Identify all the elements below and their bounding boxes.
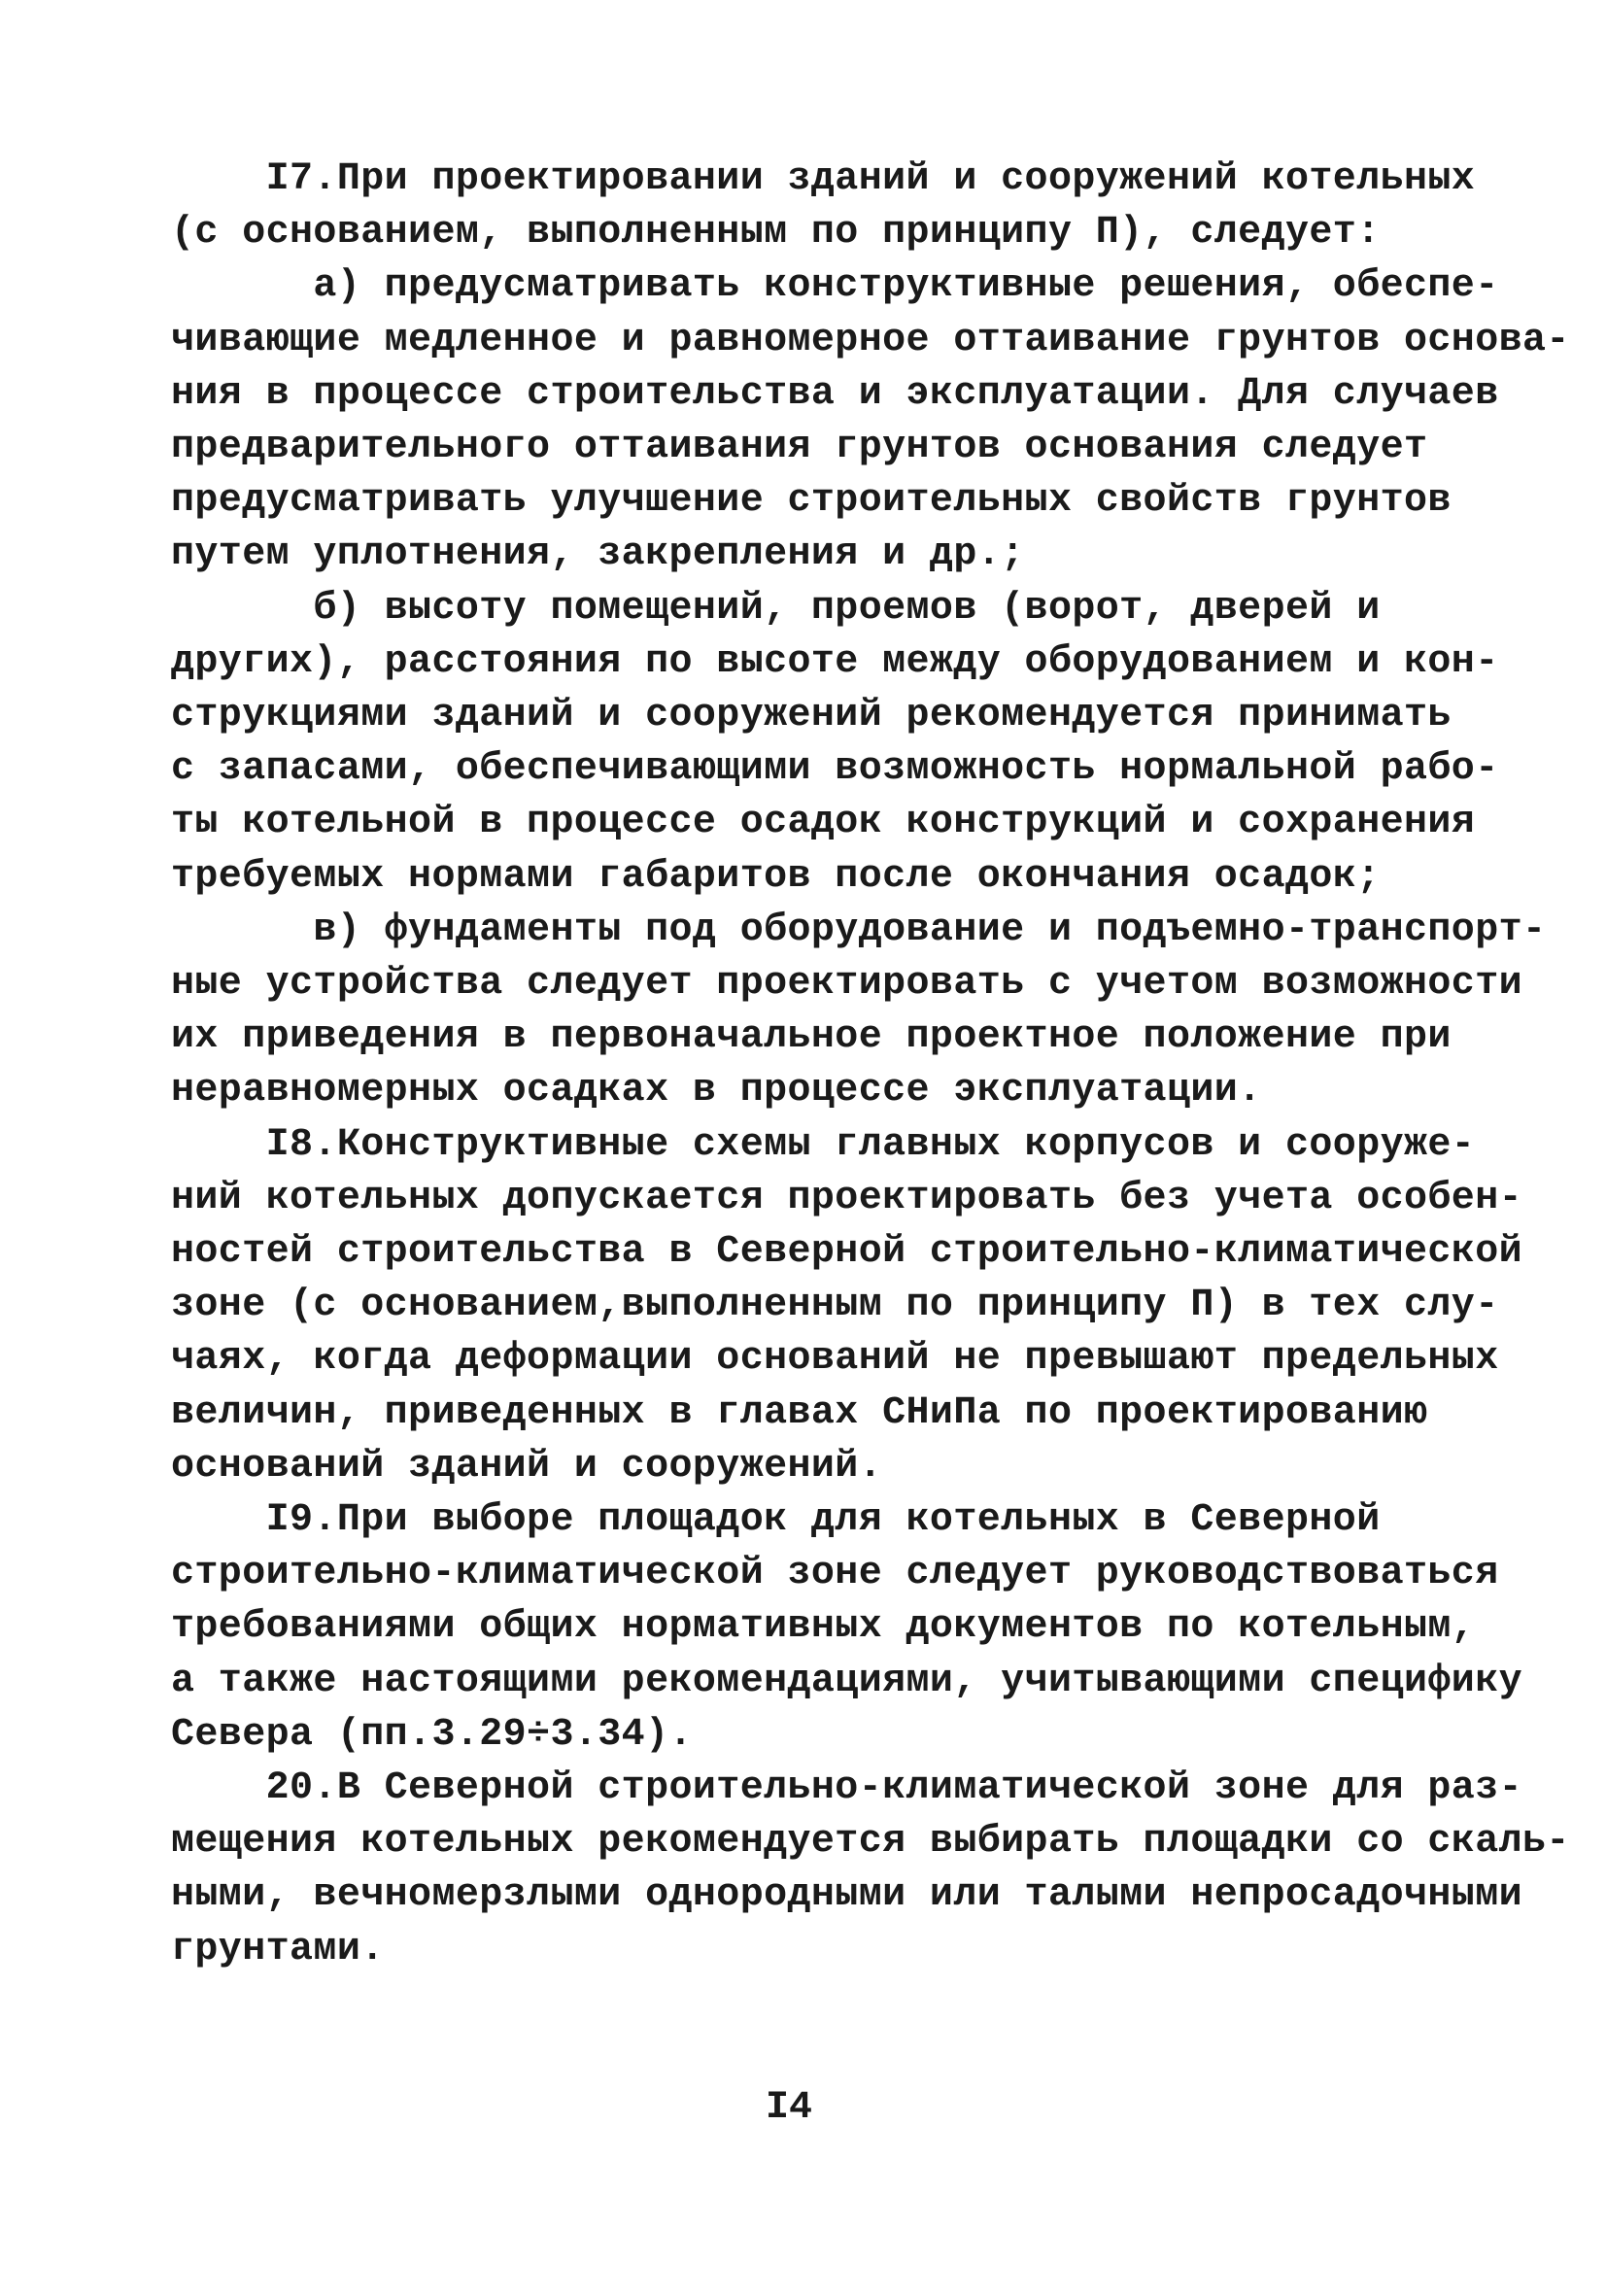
text-line: требуемых нормами габаритов после окончания осадок; bbox=[171, 855, 1381, 899]
text-line: б) высоту помещений, проемов (ворот, дверей и bbox=[171, 587, 1381, 631]
text-line: ными, вечномерзлыми однородными или талыми непросадочными bbox=[171, 1873, 1523, 1917]
text-line: ты котельной в процессе осадок конструкций и сохранения bbox=[171, 801, 1476, 844]
text-line: с запасами, обеспечивающими возможность нормальной рабо- bbox=[171, 747, 1499, 791]
text-line: их приведения в первоначальное проектное положение при bbox=[171, 1015, 1452, 1059]
text-line: требованиями общих нормативных документов по котельным, bbox=[171, 1605, 1476, 1649]
text-line: величин, приведенных в главах СНиПа по проектированию bbox=[171, 1391, 1428, 1435]
text-line: I9.При выборе площадок для котельных в Северной bbox=[171, 1498, 1381, 1542]
text-line: а также настоящими рекомендациями, учитывающими специфику bbox=[171, 1660, 1523, 1703]
text-line: ния в процессе строительства и эксплуатации. Для случаев bbox=[171, 372, 1499, 416]
text-line: мещения котельных рекомендуется выбирать площадки со скаль- bbox=[171, 1820, 1570, 1864]
text-line: путем уплотнения, закрепления и др.; bbox=[171, 532, 1025, 576]
text-line: предварительного оттаивания грунтов основания следует bbox=[171, 426, 1428, 469]
text-line: грунтами. bbox=[171, 1928, 385, 1971]
text-line: ний котельных допускается проектировать без учета особен- bbox=[171, 1177, 1523, 1220]
text-line: неравномерных осадках в процессе эксплуатации. bbox=[171, 1069, 1262, 1113]
text-line: Севера (пп.3.29÷3.34). bbox=[171, 1713, 693, 1757]
text-line: 20.В Северной строительно-климатической зоне для раз- bbox=[171, 1766, 1523, 1810]
text-line: ные устройства следует проектировать с учетом возможности bbox=[171, 962, 1523, 1006]
text-line: I8.Конструктивные схемы главных корпусов и сооруже- bbox=[171, 1123, 1476, 1167]
text-line: оснований зданий и сооружений. bbox=[171, 1445, 883, 1489]
page-number: I4 bbox=[766, 2086, 813, 2130]
text-line: I7.При проектировании зданий и сооружений котельных bbox=[171, 157, 1476, 201]
text-line: ностей строительства в Северной строительно-климатической bbox=[171, 1230, 1523, 1274]
text-line: чивающие медленное и равномерное оттаивание грунтов основа- bbox=[171, 319, 1570, 362]
text-line: зоне (с основанием,выполненным по принципу П) в тех слу- bbox=[171, 1284, 1499, 1327]
text-line: строительно-климатической зоне следует руководствоваться bbox=[171, 1552, 1499, 1595]
text-line: других), расстояния по высоте между оборудованием и кон- bbox=[171, 640, 1499, 684]
text-line: (с основанием, выполненным по принципу П), следует: bbox=[171, 211, 1381, 255]
text-line: а) предусматривать конструктивные решения, обеспе- bbox=[171, 264, 1499, 308]
text-line: предусматривать улучшение строительных свойств грунтов bbox=[171, 479, 1452, 523]
text-line: в) фундаменты под оборудование и подъемно-транспорт- bbox=[171, 908, 1547, 952]
text-line: чаях, когда деформации оснований не превышают предельных bbox=[171, 1337, 1499, 1381]
text-line: струкциями зданий и сооружений рекомендуется принимать bbox=[171, 694, 1452, 737]
